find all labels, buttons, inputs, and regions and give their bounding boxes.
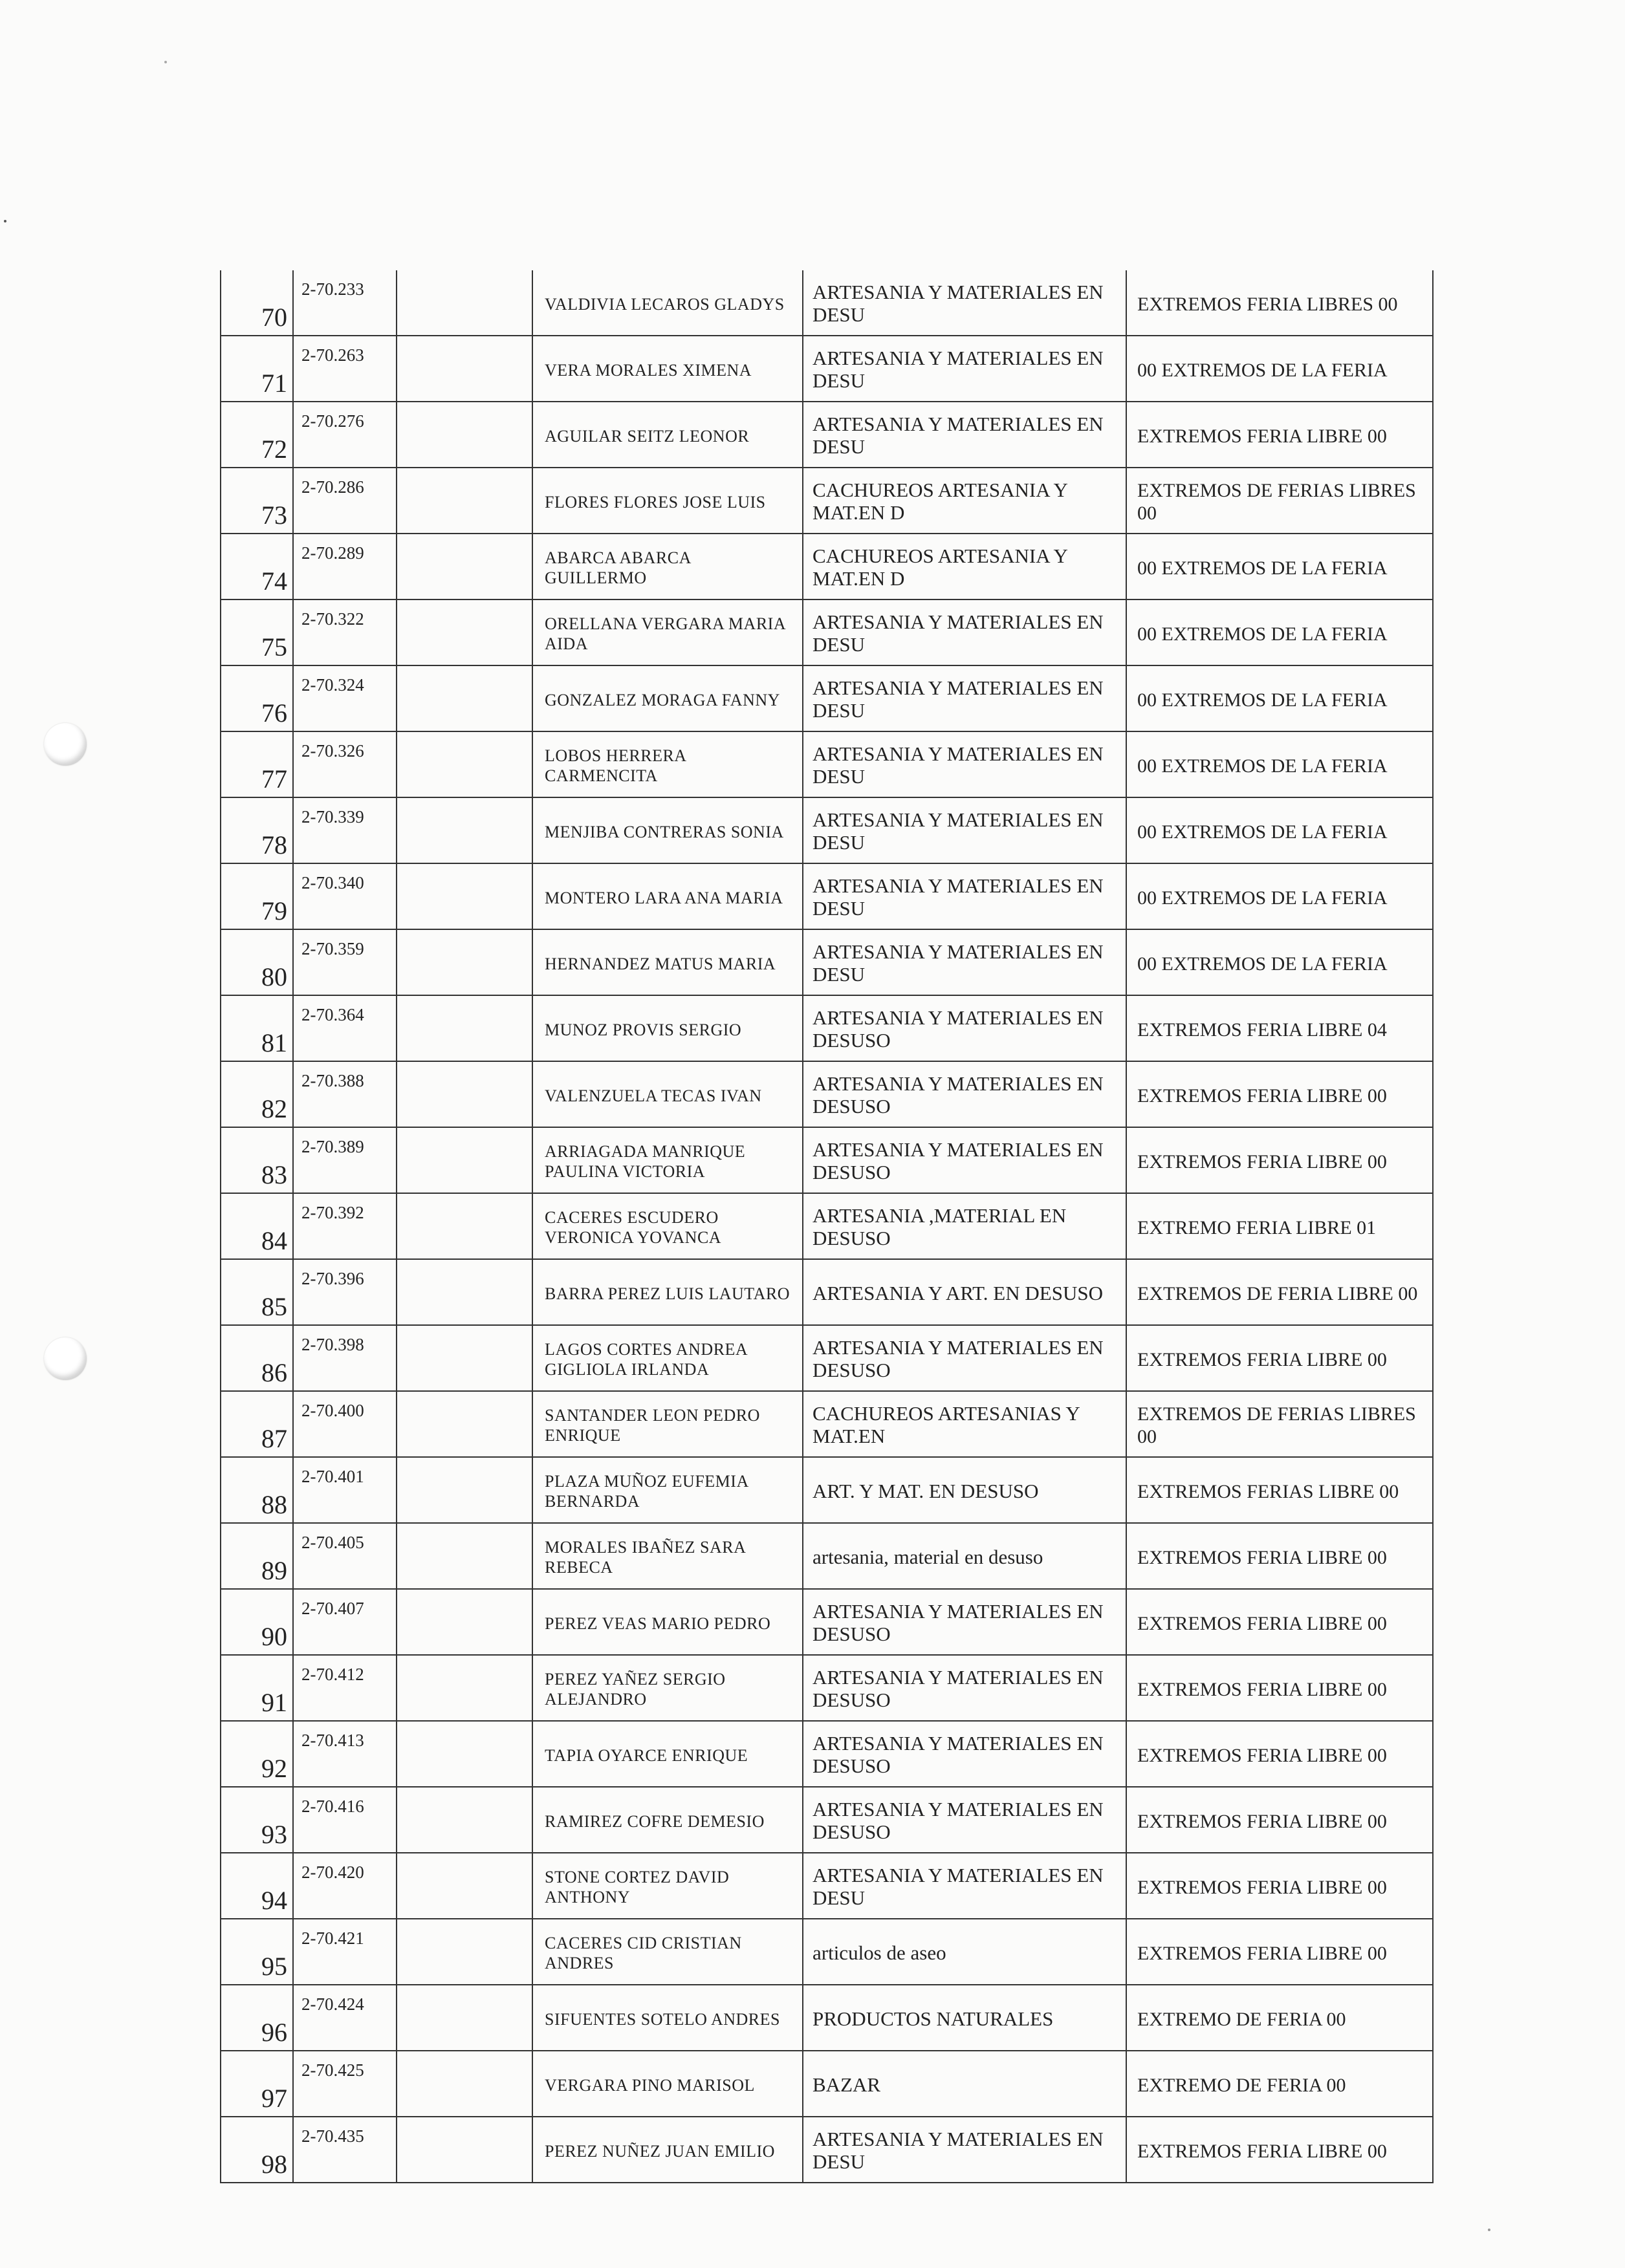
row-number: 91 xyxy=(221,1655,293,1721)
empty-cell xyxy=(397,270,532,336)
empty-cell xyxy=(397,1391,532,1457)
empty-cell xyxy=(397,665,532,731)
permit-code: 2-70.435 xyxy=(293,2117,397,2183)
table-row xyxy=(221,1787,1433,1853)
location: EXTREMOS FERIA LIBRE 00 xyxy=(1126,402,1433,468)
holder-name: HERNANDEZ MATUS MARIA xyxy=(532,929,803,995)
permit-code: 2-70.425 xyxy=(293,2051,397,2117)
row-number: 93 xyxy=(221,1787,293,1853)
holder-name: SANTANDER LEON PEDRO ENRIQUE xyxy=(532,1391,803,1457)
location: 00 EXTREMOS DE LA FERIA xyxy=(1126,797,1433,863)
location: EXTREMO DE FERIA 00 xyxy=(1126,1985,1433,2051)
register-table-body xyxy=(221,270,1433,2183)
row-number: 73 xyxy=(221,468,293,534)
activity: CACHUREOS ARTESANIAS Y MAT.EN xyxy=(803,1391,1126,1457)
holder-name: STONE CORTEZ DAVID ANTHONY xyxy=(532,1853,803,1919)
holder-name: MENJIBA CONTRERAS SONIA xyxy=(532,797,803,863)
row-number: 77 xyxy=(221,731,293,797)
empty-cell xyxy=(397,1787,532,1853)
location: EXTREMOS FERIA LIBRE 04 xyxy=(1126,995,1433,1061)
activity: ARTESANIA Y MATERIALES EN DESU xyxy=(803,731,1126,797)
holder-name: VERGARA PINO MARISOL xyxy=(532,2051,803,2117)
permit-code: 2-70.396 xyxy=(293,1259,397,1325)
permit-code: 2-70.413 xyxy=(293,1721,397,1787)
holder-name: MORALES IBAÑEZ SARA REBECA xyxy=(532,1523,803,1589)
table-row xyxy=(221,797,1433,863)
holder-name: BARRA PEREZ LUIS LAUTARO xyxy=(532,1259,803,1325)
activity: CACHUREOS ARTESANIA Y MAT.EN D xyxy=(803,534,1126,599)
permit-code: 2-70.276 xyxy=(293,402,397,468)
row-number: 85 xyxy=(221,1259,293,1325)
empty-cell xyxy=(397,797,532,863)
holder-name: VALDIVIA LECAROS GLADYS xyxy=(532,270,803,336)
permit-code: 2-70.389 xyxy=(293,1127,397,1193)
table-row xyxy=(221,2051,1433,2117)
row-number: 81 xyxy=(221,995,293,1061)
table-row xyxy=(221,1457,1433,1523)
empty-cell xyxy=(397,1457,532,1523)
holder-name: ABARCA ABARCA GUILLERMO xyxy=(532,534,803,599)
location: 00 EXTREMOS DE LA FERIA xyxy=(1126,336,1433,402)
permit-code: 2-70.398 xyxy=(293,1325,397,1391)
permit-code: 2-70.263 xyxy=(293,336,397,402)
row-number: 83 xyxy=(221,1127,293,1193)
table-row xyxy=(221,1061,1433,1127)
table-row xyxy=(221,534,1433,599)
empty-cell xyxy=(397,1853,532,1919)
table-row xyxy=(221,995,1433,1061)
holder-name: AGUILAR SEITZ LEONOR xyxy=(532,402,803,468)
permit-code: 2-70.339 xyxy=(293,797,397,863)
permit-code: 2-70.286 xyxy=(293,468,397,534)
empty-cell xyxy=(397,402,532,468)
holder-name: CACERES CID CRISTIAN ANDRES xyxy=(532,1919,803,1985)
permit-code: 2-70.388 xyxy=(293,1061,397,1127)
location: 00 EXTREMOS DE LA FERIA xyxy=(1126,863,1433,929)
table-row xyxy=(221,929,1433,995)
holder-name: MUNOZ PROVIS SERGIO xyxy=(532,995,803,1061)
activity: ARTESANIA Y MATERIALES EN DESUSO xyxy=(803,1061,1126,1127)
row-number: 95 xyxy=(221,1919,293,1985)
row-number: 78 xyxy=(221,797,293,863)
activity: BAZAR xyxy=(803,2051,1126,2117)
location: EXTREMOS FERIA LIBRE 00 xyxy=(1126,1721,1433,1787)
location: 00 EXTREMOS DE LA FERIA xyxy=(1126,731,1433,797)
location: EXTREMO DE FERIA 00 xyxy=(1126,2051,1433,2117)
permit-code: 2-70.340 xyxy=(293,863,397,929)
row-number: 82 xyxy=(221,1061,293,1127)
holder-name: VERA MORALES XIMENA xyxy=(532,336,803,402)
permit-code: 2-70.324 xyxy=(293,665,397,731)
empty-cell xyxy=(397,1721,532,1787)
row-number: 70 xyxy=(221,270,293,336)
empty-cell xyxy=(397,1523,532,1589)
scan-speck xyxy=(164,61,167,63)
holder-name: CACERES ESCUDERO VERONICA YOVANCA xyxy=(532,1193,803,1259)
row-number: 96 xyxy=(221,1985,293,2051)
register-table xyxy=(220,270,1434,2183)
empty-cell xyxy=(397,863,532,929)
table-row xyxy=(221,1853,1433,1919)
activity: ARTESANIA Y MATERIALES EN DESUSO xyxy=(803,1127,1126,1193)
permit-code: 2-70.364 xyxy=(293,995,397,1061)
row-number: 71 xyxy=(221,336,293,402)
location: 00 EXTREMOS DE LA FERIA xyxy=(1126,665,1433,731)
table-row xyxy=(221,1919,1433,1985)
location: EXTREMOS FERIA LIBRE 00 xyxy=(1126,1919,1433,1985)
location: EXTREMOS DE FERIAS LIBRES 00 xyxy=(1126,468,1433,534)
holder-name: ORELLANA VERGARA MARIA AIDA xyxy=(532,599,803,665)
activity: ARTESANIA Y MATERIALES EN DESUSO xyxy=(803,1589,1126,1655)
table-row xyxy=(221,1391,1433,1457)
holder-name: PEREZ NUÑEZ JUAN EMILIO xyxy=(532,2117,803,2183)
location: 00 EXTREMOS DE LA FERIA xyxy=(1126,534,1433,599)
scan-speck xyxy=(4,220,6,222)
table-row xyxy=(221,1589,1433,1655)
table-row xyxy=(221,1325,1433,1391)
empty-cell xyxy=(397,1193,532,1259)
permit-code: 2-70.412 xyxy=(293,1655,397,1721)
empty-cell xyxy=(397,1061,532,1127)
row-number: 80 xyxy=(221,929,293,995)
activity: ARTESANIA Y MATERIALES EN DESU xyxy=(803,270,1126,336)
location: EXTREMOS FERIA LIBRE 00 xyxy=(1126,1061,1433,1127)
empty-cell xyxy=(397,1589,532,1655)
holder-name: GONZALEZ MORAGA FANNY xyxy=(532,665,803,731)
activity: articulos de aseo xyxy=(803,1919,1126,1985)
activity: ARTESANIA Y MATERIALES EN DESU xyxy=(803,402,1126,468)
location: 00 EXTREMOS DE LA FERIA xyxy=(1126,929,1433,995)
permit-code: 2-70.392 xyxy=(293,1193,397,1259)
row-number: 76 xyxy=(221,665,293,731)
permit-code: 2-70.421 xyxy=(293,1919,397,1985)
table-row xyxy=(221,665,1433,731)
table-row xyxy=(221,270,1433,336)
holder-name: ARRIAGADA MANRIQUE PAULINA VICTORIA xyxy=(532,1127,803,1193)
table-row xyxy=(221,336,1433,402)
permit-code: 2-70.424 xyxy=(293,1985,397,2051)
table-row xyxy=(221,468,1433,534)
location: EXTREMOS FERIA LIBRE 00 xyxy=(1126,1589,1433,1655)
location: EXTREMO FERIA LIBRE 01 xyxy=(1126,1193,1433,1259)
table-row xyxy=(221,599,1433,665)
table-row xyxy=(221,1259,1433,1325)
row-number: 84 xyxy=(221,1193,293,1259)
activity: artesania, material en desuso xyxy=(803,1523,1126,1589)
activity: PRODUCTOS NATURALES xyxy=(803,1985,1126,2051)
empty-cell xyxy=(397,929,532,995)
row-number: 90 xyxy=(221,1589,293,1655)
permit-code: 2-70.233 xyxy=(293,270,397,336)
row-number: 86 xyxy=(221,1325,293,1391)
activity: ARTESANIA Y MATERIALES EN DESUSO xyxy=(803,995,1126,1061)
table-row xyxy=(221,863,1433,929)
permit-code: 2-70.416 xyxy=(293,1787,397,1853)
holder-name: FLORES FLORES JOSE LUIS xyxy=(532,468,803,534)
location: EXTREMOS FERIAS LIBRE 00 xyxy=(1126,1457,1433,1523)
row-number: 98 xyxy=(221,2117,293,2183)
activity: ARTESANIA Y MATERIALES EN DESU xyxy=(803,863,1126,929)
permit-code: 2-70.400 xyxy=(293,1391,397,1457)
row-number: 89 xyxy=(221,1523,293,1589)
permit-code: 2-70.289 xyxy=(293,534,397,599)
holder-name: LOBOS HERRERA CARMENCITA xyxy=(532,731,803,797)
activity: ARTESANIA Y MATERIALES EN DESU xyxy=(803,2117,1126,2183)
row-number: 88 xyxy=(221,1457,293,1523)
holder-name: LAGOS CORTES ANDREA GIGLIOLA IRLANDA xyxy=(532,1325,803,1391)
table-row xyxy=(221,1655,1433,1721)
empty-cell xyxy=(397,599,532,665)
table-row xyxy=(221,1193,1433,1259)
punch-hole xyxy=(44,1337,87,1380)
empty-cell xyxy=(397,1325,532,1391)
holder-name: TAPIA OYARCE ENRIQUE xyxy=(532,1721,803,1787)
empty-cell xyxy=(397,534,532,599)
activity: ARTESANIA ,MATERIAL EN DESUSO xyxy=(803,1193,1126,1259)
holder-name: MONTERO LARA ANA MARIA xyxy=(532,863,803,929)
empty-cell xyxy=(397,1655,532,1721)
table-row xyxy=(221,2117,1433,2183)
location: EXTREMOS FERIA LIBRES 00 xyxy=(1126,270,1433,336)
empty-cell xyxy=(397,1127,532,1193)
row-number: 79 xyxy=(221,863,293,929)
permit-code: 2-70.401 xyxy=(293,1457,397,1523)
activity: ARTESANIA Y MATERIALES EN DESUSO xyxy=(803,1325,1126,1391)
location: EXTREMOS FERIA LIBRE 00 xyxy=(1126,1853,1433,1919)
row-number: 87 xyxy=(221,1391,293,1457)
scan-speck xyxy=(1488,2229,1490,2231)
activity: ARTESANIA Y MATERIALES EN DESUSO xyxy=(803,1655,1126,1721)
table-row xyxy=(221,1985,1433,2051)
activity: ARTESANIA Y MATERIALES EN DESU xyxy=(803,1853,1126,1919)
table-row xyxy=(221,1523,1433,1589)
table-row xyxy=(221,402,1433,468)
location: EXTREMOS FERIA LIBRE 00 xyxy=(1126,1787,1433,1853)
empty-cell xyxy=(397,1259,532,1325)
location: EXTREMOS FERIA LIBRE 00 xyxy=(1126,1655,1433,1721)
permit-code: 2-70.322 xyxy=(293,599,397,665)
location: EXTREMOS FERIA LIBRE 00 xyxy=(1126,2117,1433,2183)
activity: ARTESANIA Y MATERIALES EN DESUSO xyxy=(803,1721,1126,1787)
permit-code: 2-70.359 xyxy=(293,929,397,995)
holder-name: VALENZUELA TECAS IVAN xyxy=(532,1061,803,1127)
location: EXTREMOS DE FERIAS LIBRES 00 xyxy=(1126,1391,1433,1457)
activity: ART. Y MAT. EN DESUSO xyxy=(803,1457,1126,1523)
permit-code: 2-70.420 xyxy=(293,1853,397,1919)
row-number: 75 xyxy=(221,599,293,665)
empty-cell xyxy=(397,2117,532,2183)
activity: ARTESANIA Y MATERIALES EN DESU xyxy=(803,599,1126,665)
table-row xyxy=(221,1127,1433,1193)
row-number: 94 xyxy=(221,1853,293,1919)
row-number: 92 xyxy=(221,1721,293,1787)
empty-cell xyxy=(397,731,532,797)
empty-cell xyxy=(397,336,532,402)
empty-cell xyxy=(397,468,532,534)
empty-cell xyxy=(397,1919,532,1985)
activity: ARTESANIA Y MATERIALES EN DESU xyxy=(803,797,1126,863)
row-number: 97 xyxy=(221,2051,293,2117)
punch-hole xyxy=(44,723,87,766)
holder-name: PLAZA MUÑOZ EUFEMIA BERNARDA xyxy=(532,1457,803,1523)
location: EXTREMOS FERIA LIBRE 00 xyxy=(1126,1127,1433,1193)
empty-cell xyxy=(397,2051,532,2117)
holder-name: RAMIREZ COFRE DEMESIO xyxy=(532,1787,803,1853)
activity: ARTESANIA Y MATERIALES EN DESU xyxy=(803,336,1126,402)
location: EXTREMOS FERIA LIBRE 00 xyxy=(1126,1523,1433,1589)
activity: ARTESANIA Y MATERIALES EN DESU xyxy=(803,929,1126,995)
empty-cell xyxy=(397,995,532,1061)
row-number: 72 xyxy=(221,402,293,468)
table-row xyxy=(221,1721,1433,1787)
activity: CACHUREOS ARTESANIA Y MAT.EN D xyxy=(803,468,1126,534)
permit-code: 2-70.405 xyxy=(293,1523,397,1589)
holder-name: PEREZ YAÑEZ SERGIO ALEJANDRO xyxy=(532,1655,803,1721)
holder-name: PEREZ VEAS MARIO PEDRO xyxy=(532,1589,803,1655)
table-row xyxy=(221,731,1433,797)
empty-cell xyxy=(397,1985,532,2051)
activity: ARTESANIA Y MATERIALES EN DESU xyxy=(803,665,1126,731)
row-number: 74 xyxy=(221,534,293,599)
activity: ARTESANIA Y MATERIALES EN DESUSO xyxy=(803,1787,1126,1853)
location: EXTREMOS FERIA LIBRE 00 xyxy=(1126,1325,1433,1391)
permit-code: 2-70.407 xyxy=(293,1589,397,1655)
activity: ARTESANIA Y ART. EN DESUSO xyxy=(803,1259,1126,1325)
location: EXTREMOS DE FERIA LIBRE 00 xyxy=(1126,1259,1433,1325)
location: 00 EXTREMOS DE LA FERIA xyxy=(1126,599,1433,665)
holder-name: SIFUENTES SOTELO ANDRES xyxy=(532,1985,803,2051)
permit-code: 2-70.326 xyxy=(293,731,397,797)
